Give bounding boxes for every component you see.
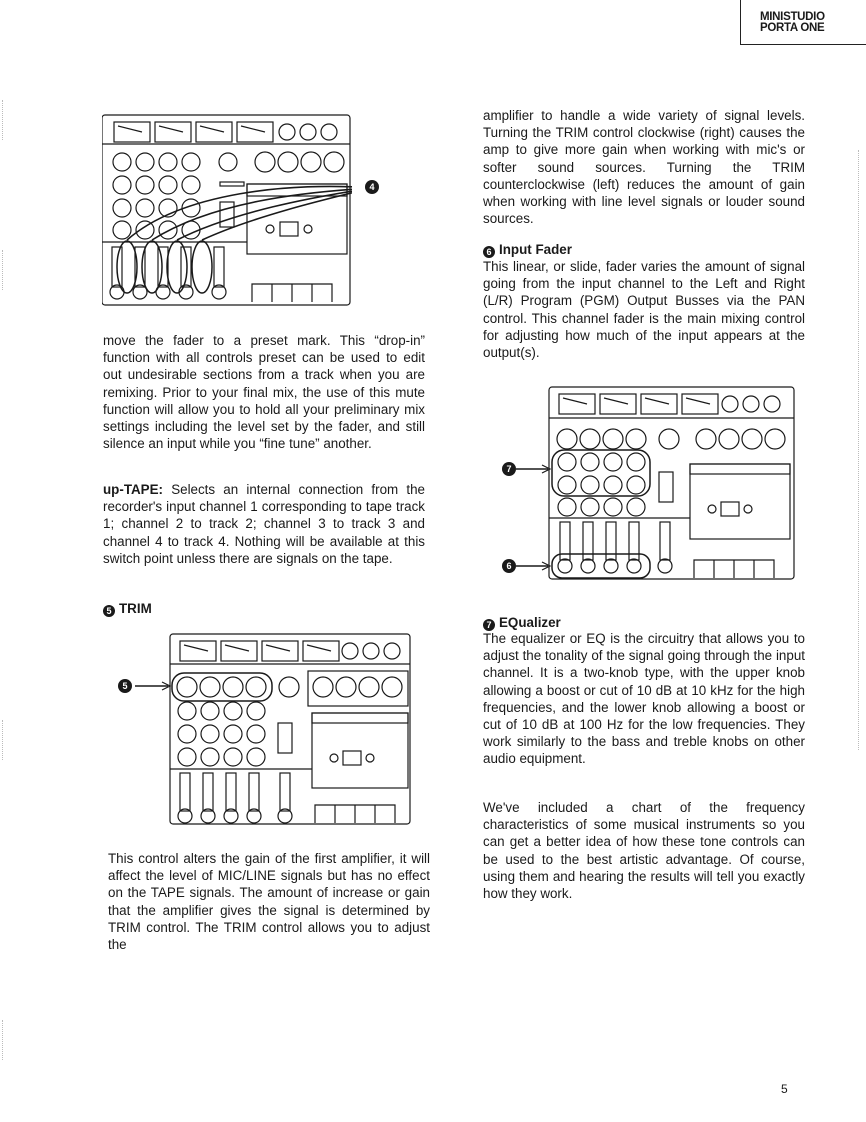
scan-mark bbox=[2, 720, 3, 760]
title-line-2: PORTA ONE bbox=[760, 22, 825, 34]
fader-heading-text: Input Fader bbox=[499, 242, 572, 257]
document-title bbox=[760, 12, 860, 34]
mixer-diagram-eq-fader bbox=[514, 384, 799, 584]
callout-7: 7 bbox=[502, 462, 516, 476]
paragraph-trim-continued: amplifier to handle a wide variety of signal levels. Turning the TRIM control clockwise (right) causes the amp to give more gain when working with mic's or softer sound sources. Turning the TRIM counterclockwise (left) reduces the amount of gain when working with line level signals or louder sound sources. bbox=[483, 108, 805, 227]
callout-4: 4 bbox=[365, 180, 379, 194]
page-number: 5 bbox=[781, 1082, 788, 1096]
scan-mark bbox=[2, 100, 3, 140]
fader-number: 6 bbox=[483, 246, 495, 258]
paragraph-eq: The equalizer or EQ is the circuitry that allows you to adjust the tonality of the signal going through the input channel. It is a two-knob type, with the upper knob allowing a boost or cut of 10 dB at 10 kHz for the high frequencies, and the lower knob allowing a boost or cut of 10 dB at 100 Hz for the low frequencies. They work similarly to the bass and treble knobs on other audio equipment. bbox=[483, 631, 805, 767]
eq-heading bbox=[483, 614, 561, 631]
title-line-1: MINISTUDIO bbox=[760, 11, 825, 23]
paragraph-dropin: move the fader to a preset mark. This “drop-in” function with all controls preset can be used to edit out undesirable sections from a track when you are remixing. Prior to your final mix, the use of this mute function will allow you to hold all your preliminary mix settings including the level set by the fader, and still silence an input while you “fine tune” another. bbox=[103, 333, 425, 452]
uptape-text: Selects an internal connection from the recorder's input channel 1 corresponding to tape track 1; channel 2 to track 2; channel 3 to track 3 and channel 4 to track 4. Nothing will be available at this switch point unless there are signals on the tape. bbox=[103, 482, 425, 566]
callout-5: 5 bbox=[118, 679, 132, 693]
paragraph-chart: We've included a chart of the frequency characteristics of some musical instruments so you can get a better idea of how these tone controls can be used to the best artistic advantage. Of course, using them and hearing the results will tell you exactly how they work. bbox=[483, 800, 805, 902]
callout-6: 6 bbox=[502, 559, 516, 573]
eq-number: 7 bbox=[483, 619, 495, 631]
paragraph-fader: This linear, or slide, fader varies the amount of signal going from the input channel to the Left and Right (L/R) Program (PGM) Output Busses via the PAN control. This channel fader is the main mixing control for adjusting how much of the input appears at the output(s). bbox=[483, 259, 805, 361]
scan-mark bbox=[2, 1020, 3, 1060]
scan-mark bbox=[858, 150, 859, 750]
trim-number: 5 bbox=[103, 605, 115, 617]
paragraph-uptape bbox=[103, 481, 425, 567]
eq-heading-text: EQualizer bbox=[499, 615, 561, 630]
uptape-term: up-TAPE: bbox=[103, 482, 163, 497]
mixer-diagram-mute bbox=[102, 112, 352, 307]
scan-mark bbox=[2, 250, 3, 290]
fader-heading bbox=[483, 241, 572, 258]
trim-heading bbox=[103, 600, 152, 617]
trim-heading-text: TRIM bbox=[119, 601, 152, 616]
paragraph-trim: This control alters the gain of the first amplifier, it will affect the level of MIC/LINE signals but has no effect on the TAPE signals. The amount of increase or gain that the amplifier gives the signal is determined by TRIM control. The TRIM control allows you to adjust the bbox=[108, 851, 430, 953]
mixer-diagram-trim bbox=[130, 631, 415, 831]
